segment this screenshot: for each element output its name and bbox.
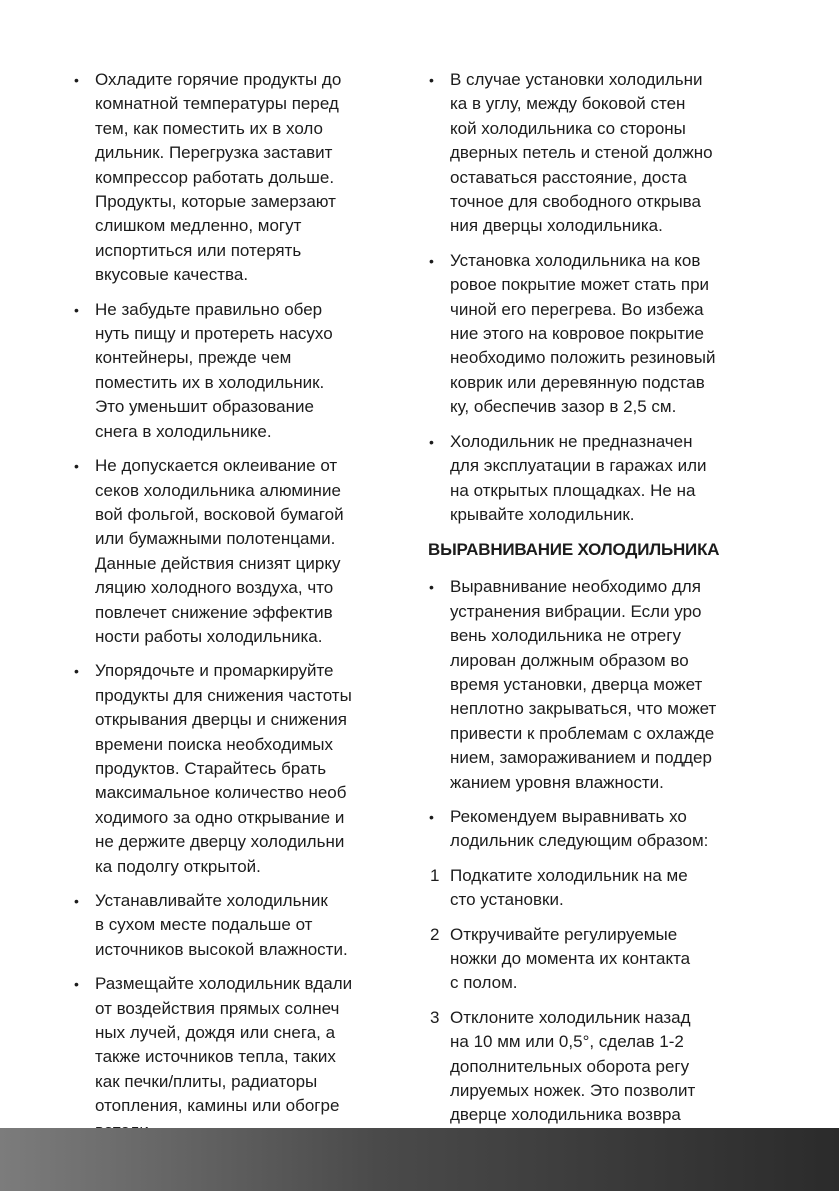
- text-line: источников высокой влажности.: [95, 939, 348, 959]
- text-line: ка подолгу открытой.: [95, 856, 261, 876]
- text-line: лодильник следующим образом:: [450, 831, 709, 851]
- leveling-bullet-list: [429, 575, 774, 853]
- step-number: 3: [430, 1007, 440, 1027]
- list-item: [74, 298, 419, 444]
- text-line: ных лучей, дождя или снега, а: [95, 1023, 336, 1043]
- bullet-icon: •: [429, 579, 434, 596]
- text-line: Устанавливайте холодильник: [95, 891, 328, 910]
- bullet-icon: •: [74, 663, 79, 680]
- text-line: дильник. Перегрузка заставит: [95, 143, 333, 163]
- text-line: с полом.: [450, 973, 518, 993]
- text-line: нуть пищу и протереть насухо: [95, 324, 333, 344]
- text-line: Холодильник не предназначен: [450, 431, 693, 451]
- bullet-icon: •: [429, 808, 434, 825]
- text-line: секов холодильника алюминие: [95, 480, 341, 500]
- text-line: вень холодильника не отрегу: [450, 626, 681, 646]
- text-line: Это уменьшит образование: [95, 397, 314, 417]
- text-line: ножки до момента их контакта: [450, 949, 691, 968]
- list-item: [429, 430, 774, 528]
- text-line: в сухом месте подальше от: [95, 915, 313, 935]
- text-line: испортиться или потерять: [95, 240, 302, 260]
- text-line: Не допускается оклеивание от: [95, 456, 338, 476]
- text-line: Данные действия снизят цирку: [95, 553, 341, 573]
- text-line: нием, замораживанием и поддер: [450, 748, 712, 768]
- text-line: Охладите горячие продукты до: [95, 70, 342, 89]
- text-line: крывайте холодильник.: [450, 504, 635, 524]
- text-line: Подкатите холодильник на ме: [450, 865, 688, 885]
- text-line: кой холодильника со стороны: [450, 118, 686, 138]
- text-line: для эксплуатации в гаражах или: [450, 456, 707, 476]
- bullet-icon: •: [429, 252, 434, 269]
- text-line: Размещайте холодильник вдали: [95, 974, 353, 994]
- text-line: ходимого за одно открывание и: [95, 807, 345, 827]
- footer-gradient-band: [0, 1128, 839, 1191]
- text-line: В случае установки холодильни: [450, 70, 703, 89]
- list-item: [74, 68, 419, 288]
- step-number: 2: [430, 924, 440, 944]
- text-line: ровое покрытие может стать при: [450, 275, 710, 295]
- text-line: тем, как поместить их в холо: [95, 118, 323, 138]
- text-line: от воздействия прямых солнеч: [95, 998, 340, 1018]
- text-line: дверце холодильника возвра: [450, 1105, 681, 1125]
- bullet-icon: •: [74, 893, 79, 909]
- bullet-icon: •: [74, 976, 79, 993]
- text-line: Отклоните холодильник назад: [450, 1007, 691, 1027]
- text-line: компрессор работать дольше.: [95, 167, 335, 187]
- text-line: ка в углу, между боковой стен: [450, 94, 686, 114]
- text-line: поместить их в холодильник.: [95, 372, 325, 392]
- left-bullet-list: [74, 68, 419, 1143]
- text-line: лирован должным образом во: [450, 650, 689, 670]
- step-number: 1: [430, 865, 440, 885]
- section-title: ВЫРАВНИВАНИЕ ХОЛОДИЛЬНИКА: [428, 540, 720, 560]
- text-line: Упорядочьте и промаркируйте: [95, 661, 334, 681]
- text-line: необходимо положить резиновый: [450, 348, 716, 368]
- text-line: ние этого на ковровое покрытие: [450, 324, 704, 344]
- text-line: ния дверцы холодильника.: [450, 216, 663, 236]
- list-item: [74, 659, 419, 879]
- text-line: жанием уровня влажности.: [450, 772, 664, 792]
- text-line: слишком медленно, могут: [95, 216, 302, 236]
- text-line: неплотно закрываться, что может: [450, 699, 717, 719]
- numbered-step: [429, 923, 774, 996]
- text-line: ности работы холодильника.: [95, 626, 323, 646]
- text-line: или бумажными полотенцами.: [95, 529, 336, 549]
- text-line: Откручивайте регулируемые: [450, 924, 678, 944]
- numbered-step: [429, 864, 774, 913]
- text-line: на открытых площадках. Не на: [450, 480, 696, 500]
- text-line: Выравнивание необходимо для: [450, 577, 701, 597]
- text-line: максимальное количество необ: [95, 783, 347, 803]
- list-item: [429, 575, 774, 795]
- text-line: Продукты, которые замерзают: [95, 192, 336, 212]
- text-line: Рекомендуем выравнивать хо: [450, 806, 687, 826]
- text-line: точное для свободного открыва: [450, 192, 701, 212]
- text-line: отопления, камины или обогре: [95, 1096, 340, 1116]
- bullet-icon: •: [74, 301, 79, 318]
- list-item: [429, 249, 774, 420]
- bullet-icon: •: [74, 458, 79, 475]
- text-line: повлечет снижение эффектив: [95, 602, 333, 622]
- text-line: продуктов. Старайтесь брать: [95, 758, 327, 778]
- text-line: коврик или деревянную подстав: [450, 372, 705, 392]
- right-bullet-list: [429, 68, 774, 527]
- text-line: время установки, дверца может: [450, 674, 703, 694]
- list-item: [74, 454, 419, 649]
- text-line: вкусовые качества.: [95, 265, 249, 285]
- leveling-steps-list: [429, 864, 774, 1152]
- text-line: дополнительных оборота регу: [450, 1056, 690, 1076]
- bullet-icon: •: [429, 72, 434, 88]
- list-item: [429, 805, 774, 854]
- text-line: ку, обеспечив зазор в 2,5 см.: [450, 397, 677, 417]
- text-line: продукты для снижения частоты: [95, 685, 352, 705]
- text-line: снега в холодильнике.: [95, 421, 272, 441]
- text-line: Установка холодильника на ков: [450, 250, 701, 270]
- left-column: [74, 68, 419, 1153]
- text-line: комнатной температуры перед: [95, 94, 339, 114]
- list-item: [74, 889, 419, 962]
- list-item: [74, 972, 419, 1143]
- right-column: [429, 68, 774, 1162]
- text-line: дверных петель и стеной должно: [450, 143, 713, 163]
- text-line: чиной его перегрева. Во избежа: [450, 299, 704, 319]
- text-line: контейнеры, прежде чем: [95, 348, 292, 368]
- text-line: времени поиска необходимых: [95, 734, 334, 754]
- bullet-icon: •: [74, 72, 79, 88]
- text-line: устранения вибрации. Если уро: [450, 601, 702, 621]
- text-line: ляцию холодного воздуха, что: [95, 578, 334, 598]
- text-line: вой фольгой, восковой бумагой: [95, 504, 344, 524]
- text-line: лируемых ножек. Это позволит: [450, 1081, 696, 1101]
- text-line: не держите дверцу холодильни: [95, 832, 345, 852]
- text-line: на 10 мм или 0,5°, сделав 1-2: [450, 1032, 684, 1052]
- text-line: открывания дверцы и снижения: [95, 710, 347, 730]
- text-line: сто установки.: [450, 890, 564, 910]
- list-item: [429, 68, 774, 239]
- text-line: как печки/плиты, радиаторы: [95, 1071, 318, 1091]
- text-line: также источников тепла, таких: [95, 1047, 336, 1067]
- text-line: оставаться расстояние, доста: [450, 167, 687, 187]
- text-line: Не забудьте правильно обер: [95, 299, 323, 319]
- bullet-icon: •: [429, 433, 434, 450]
- text-line: привести к проблемам с охлажде: [450, 723, 715, 743]
